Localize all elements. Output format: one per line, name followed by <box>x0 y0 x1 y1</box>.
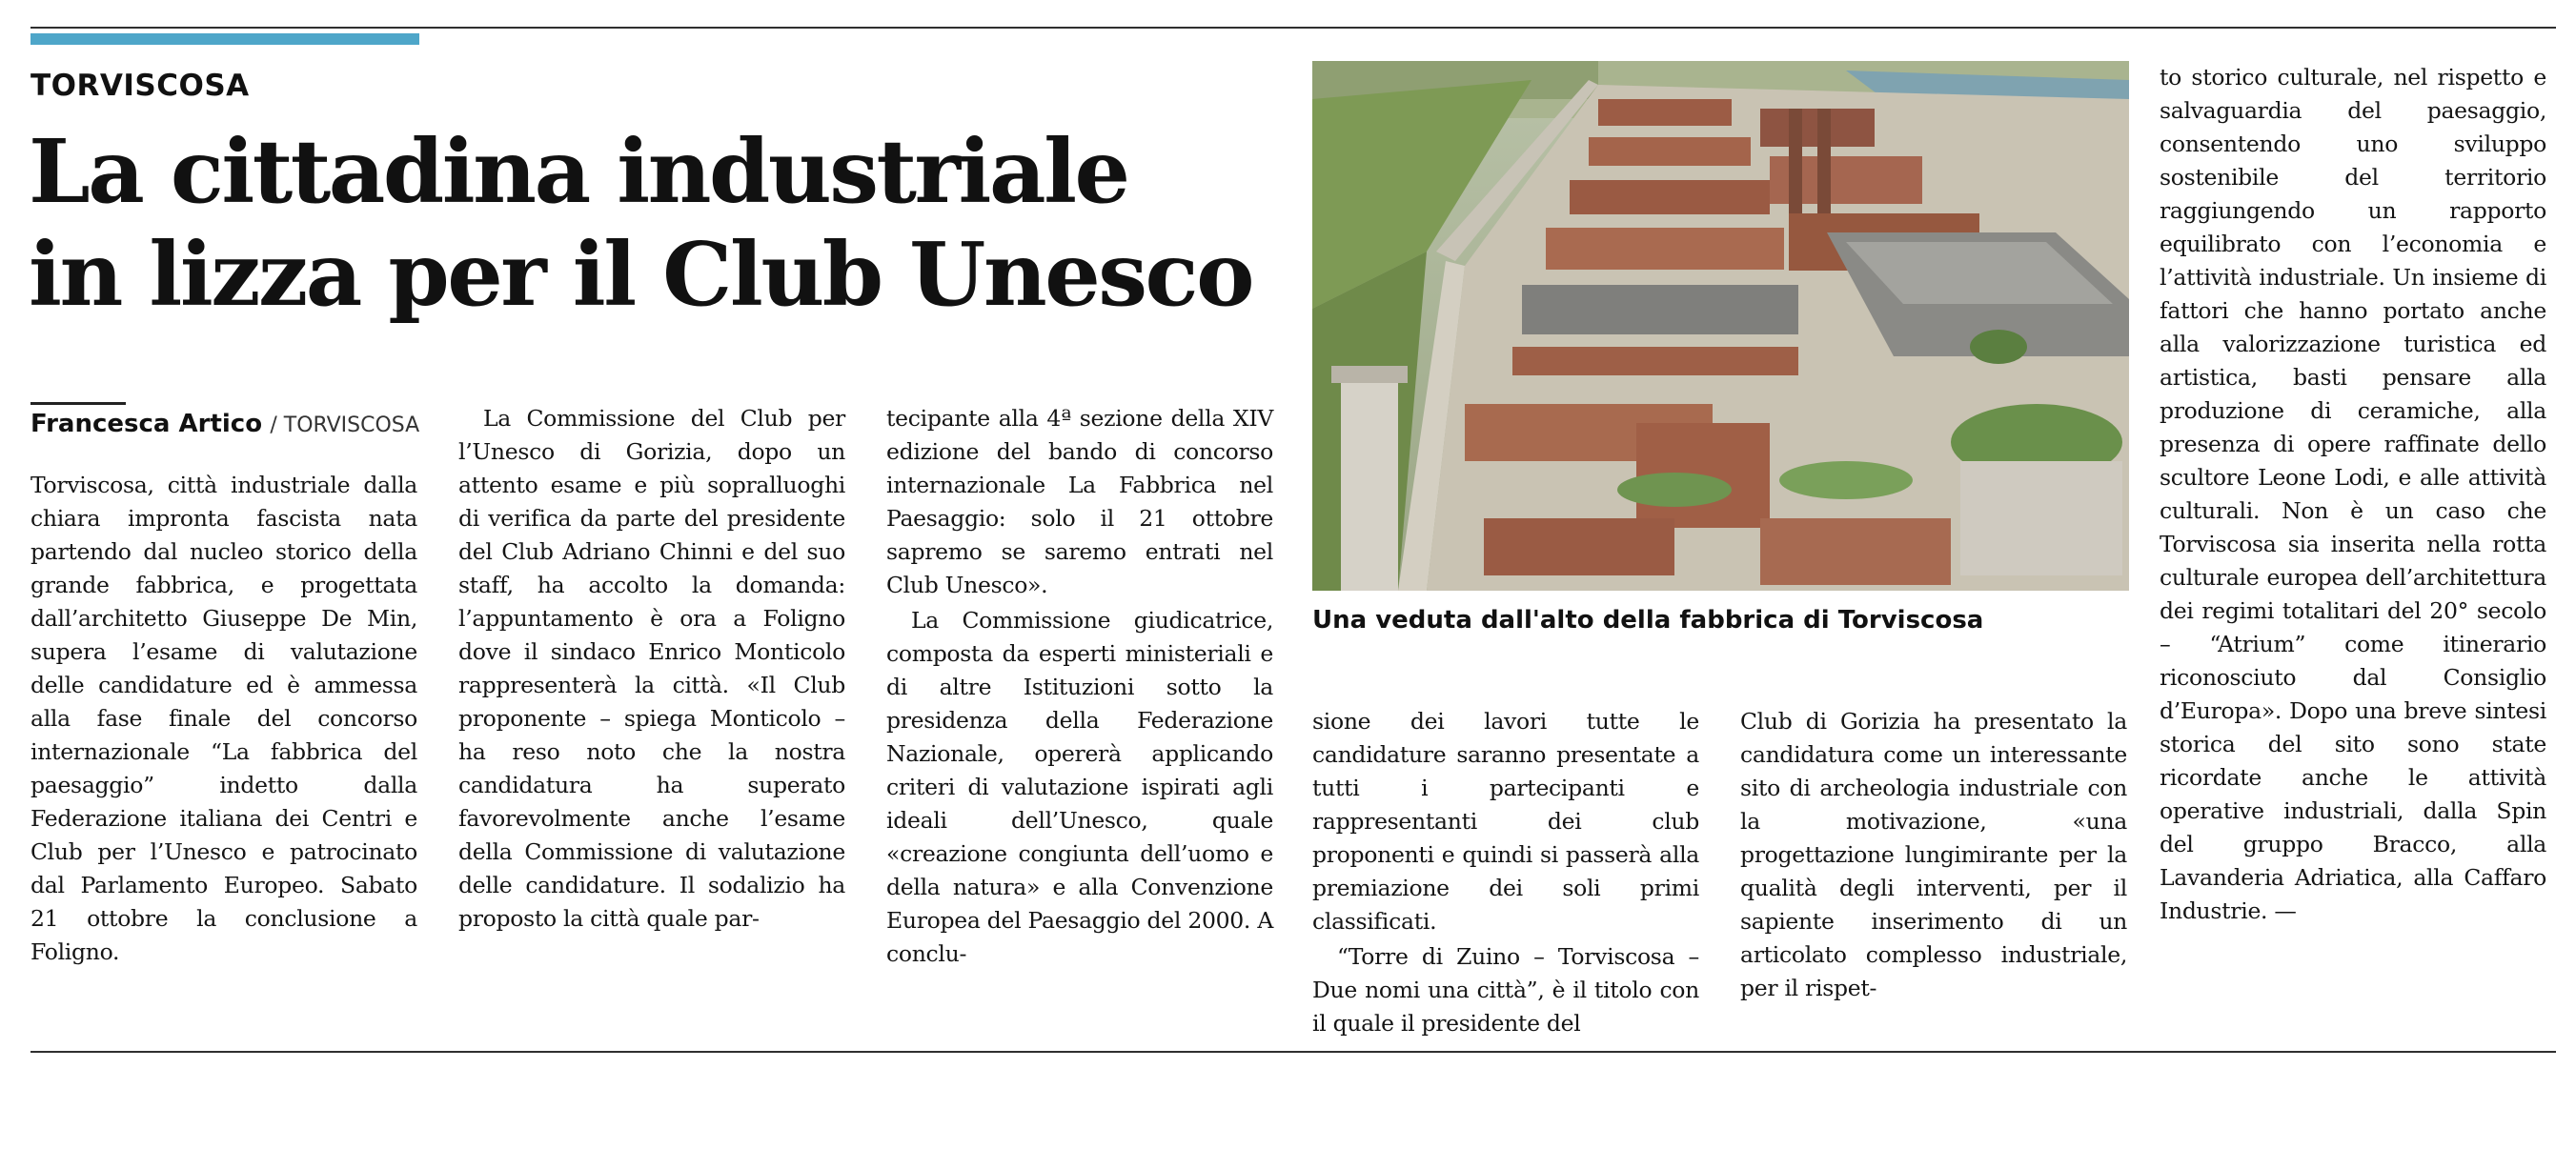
paragraph: tecipante alla 4ª sezione della XIV edizione del bando di concorso internazionale La Fabbrica nel Paesaggio: solo il 21 ottobre sapremo se saremo entrati nel Club Unesco». <box>886 405 1273 598</box>
article-column-4 <box>1312 705 1699 1037</box>
headline <box>29 120 1296 326</box>
section-label: TORVISCOSA <box>30 69 250 103</box>
bottom-rule <box>30 1051 2556 1053</box>
paragraph: to storico culturale, nel rispetto e salvaguardia del paesaggio, consentendo uno sviluppo sostenibile del territorio raggiungendo un rapporto equilibrato con l’economia e l’attività industriale. Un insieme di fattori che hanno portato anche alla valorizzazione turistica ed artistica, basti pensare alla produzione di ceramiche, alla presenza di opere raffinate dello scultore Leone Lodi, e alle attività culturali. Non è un caso che Torviscosa sia inserita nella rotta culturale europea dell’architettura dei regimi totalitari del 20° secolo – “Atrium” come itinerario riconosciuto dal Consiglio d’Europa». Dopo una breve sintesi storica del sito sono state ricordate anche le attività operative industriali, dalla Spin del gruppo Bracco, alla Lavanderia Adriatica, alla Caffaro Industrie. — <box>2160 64 2546 924</box>
byline <box>30 410 419 438</box>
headline-line-2: in lizza per il Club Unesco <box>29 223 1252 326</box>
paragraph: Torviscosa, città industriale dalla chiara impronta fascista nata partendo dal nucleo storico della grande fabbrica, e progettata dall’architetto Giuseppe De Min, supera l’esame di valutazione delle candidature ed è ammessa alla fase finale del concorso internazionale “La fabbrica del paesaggio” indetto dalla Federazione italiana dei Centri e Club per l’Unesco e patrocinato dal Parlamento Europeo. Sabato 21 ottobre la conclusione a Foligno. <box>30 472 417 965</box>
aerial-factory-photo <box>1312 61 2129 591</box>
photo-caption: Una veduta dall'alto della fabbrica di Torviscosa <box>1312 606 1984 635</box>
byline-rule <box>30 402 126 405</box>
headline-line-1: La cittadina industriale <box>29 120 1128 223</box>
section-accent-bar <box>30 33 419 45</box>
top-rule <box>30 27 2556 29</box>
paragraph: Club di Gorizia ha presentato la candidatura come un interessante sito di archeologia industriale con la motivazione, «una progettazione lungimirante per la qualità degli interventi, per il sapiente inserimento di un articolato complesso industriale, per il rispet- <box>1740 708 2127 1001</box>
paragraph: “Torre di Zuino – Torviscosa – Due nomi una città”, è il titolo con il quale il presidente del <box>1312 943 1699 1037</box>
article-column-6 <box>2160 61 2546 990</box>
article-column-5 <box>1740 705 2127 1001</box>
byline-separator: / <box>270 413 284 437</box>
byline-location: TORVISCOSA <box>283 413 420 437</box>
paragraph: sione dei lavori tutte le candidature saranno presentate a tutti i partecipanti e rappresentanti dei club proponenti e quindi si passerà alla premiazione dei soli primi classificati. <box>1312 708 1699 935</box>
article-column-1 <box>30 469 417 988</box>
paragraph: La Commissione del Club per l’Unesco di Gorizia, dopo un attento esame e più sopralluoghi di verifica da parte del presidente del Club Adriano Chinni e del suo staff, ha accolto la domanda: l’appuntamento è ora a Foligno dove il sindaco Enrico Monticolo rappresenterà la città. «Il Club proponente – spiega Monticolo – ha reso noto che la nostra candidatura ha superato favorevolmente anche l’esame della Commissione di valutazione delle candidature. Il sodalizio ha proposto la città quale par- <box>458 405 845 932</box>
article-column-2 <box>458 402 845 983</box>
author-name: Francesca Artico <box>30 410 263 438</box>
paragraph: La Commissione giudicatrice, composta da esperti ministeriali e di altre Istituzioni sotto la presidenza della Federazione Nazionale, opererà applicando criteri di valutazione ispirati agli ideali dell’Unesco, quale «creazione congiunta dell’uomo e della natura» e alla Convenzione Europea del Paesaggio del 2000. A conclu- <box>886 607 1273 967</box>
article-column-3 <box>886 402 1273 983</box>
